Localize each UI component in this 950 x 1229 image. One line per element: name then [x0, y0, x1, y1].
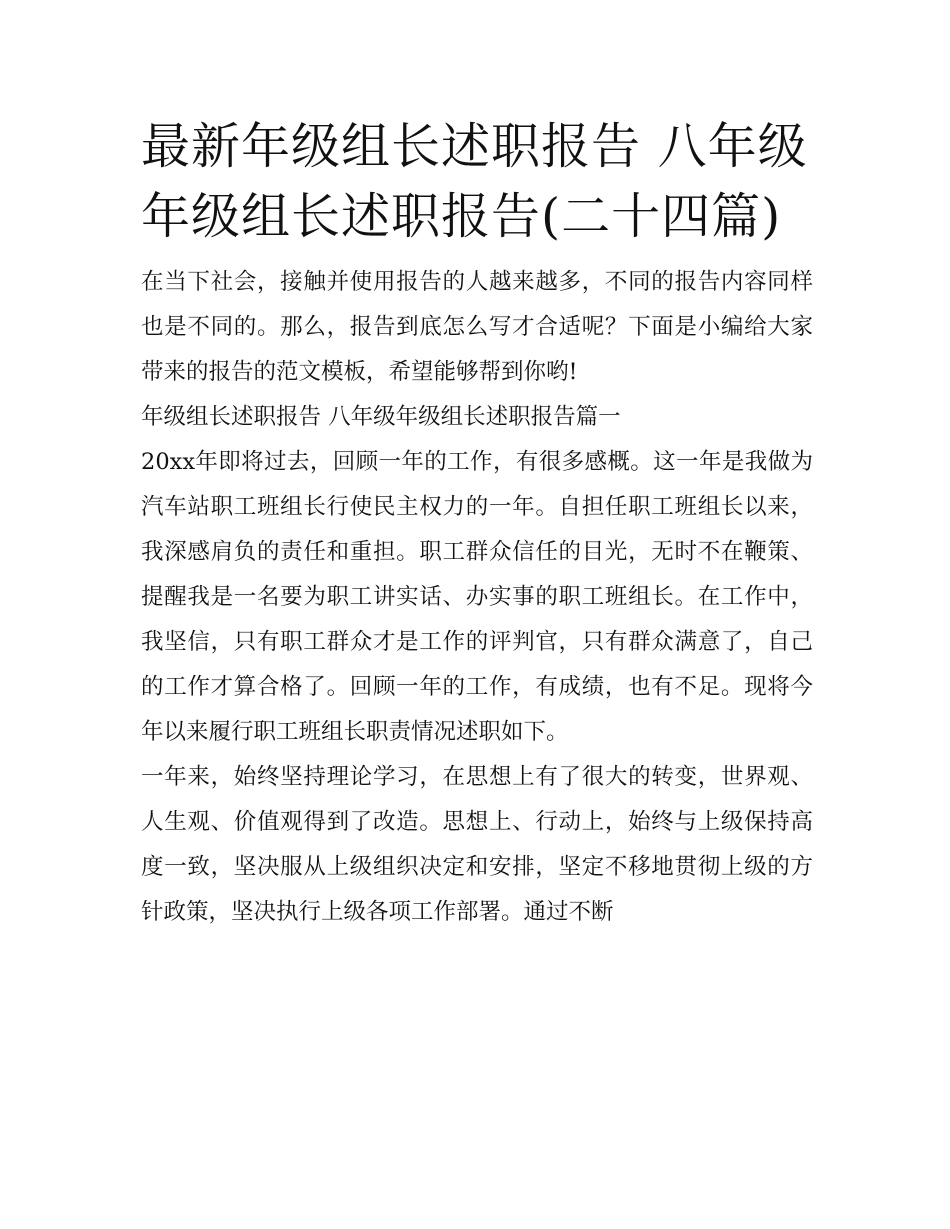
section-heading: 年级组长述职报告 八年级年级组长述职报告篇一 [141, 404, 621, 430]
body-paragraph-2: 一年来，始终坚持理论学习，在思想上有了很大的转变，世界观、人生观、价值观得到了改造。思想上、行动上，始终与上级保持高度一致，坚决服从上级组织决定和安排，坚定不移地贯彻上级的方针政策，坚决执行上级各项工作部署。通过不断 [141, 764, 813, 925]
intro-paragraph: 在当下社会，接触并使用报告的人越来越多，不同的报告内容同样也是不同的。那么，报告到底怎么写才合适呢？下面是小编给大家带来的报告的范文模板，希望能够帮到你哟! [141, 269, 813, 385]
document-page [141, 112, 813, 935]
body-paragraph-1: 20xx年即将过去，回顾一年的工作，有很多感概。这一年是我做为汽车站职工班组长行使民主权力的一年。自担任职工班组长以来，我深感肩负的责任和重担。职工群众信任的目光，无时不在鞭策、提醒我是一名要为职工讲实话、办实事的职工班组长。在工作中，我坚信，只有职工群众才是工作的评判官，只有群众满意了，自己的工作才算合格了。回顾一年的工作，有成绩，也有不足。现将今年以来履行职工班组长职责情况述职如下。 [141, 449, 813, 745]
title-spacer [141, 252, 813, 260]
document-title: 最新年级组长述职报告 八年级年级组长述职报告(二十四篇) [141, 118, 808, 245]
